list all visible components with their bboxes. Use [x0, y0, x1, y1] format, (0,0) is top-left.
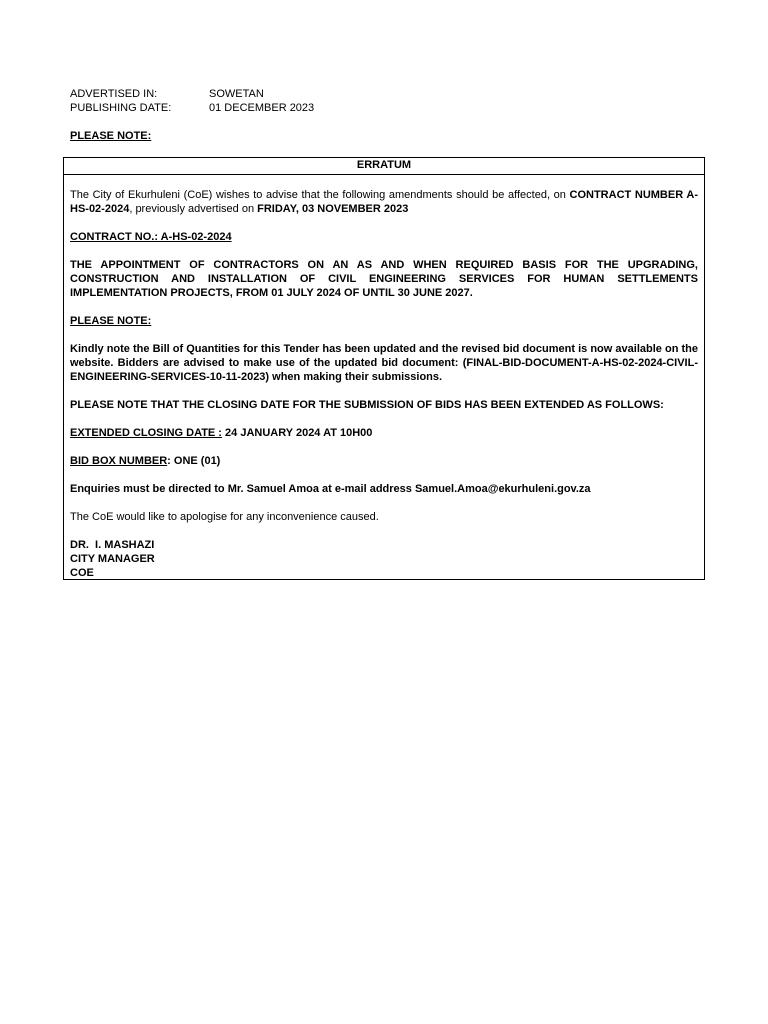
signatory-org: COE	[70, 567, 94, 579]
signatory-name: DR. I. MASHAZI	[70, 539, 155, 551]
closing-date-note: PLEASE NOTE THAT THE CLOSING DATE FOR THE SUBMISSION OF BIDS HAS BEEN EXTENDED AS FOLLOWS:	[70, 399, 664, 411]
intro-text: The City of Ekurhuleni (CoE) wishes to advise that the following amendments should be affected, on	[70, 189, 570, 201]
bid-box-value: : ONE (01)	[167, 455, 221, 467]
advertised-row	[70, 87, 314, 101]
advertised-label: ADVERTISED IN:	[70, 88, 158, 100]
advertised-value: SOWETAN	[209, 88, 264, 100]
intro-date: FRIDAY, 03 NOVEMBER 2023	[257, 203, 409, 215]
erratum-box	[63, 157, 705, 580]
signature-block	[70, 538, 698, 580]
bill-of-quantities-note: Kindly note the Bill of Quantities for this Tender has been updated and the revised bid document is now available on the website. Bidders are advised to make use of the updated bid document: (FINAL-BID-DOCUMENT-A-HS-02-2024-CIVIL-ENGINEERING-SERVICES-10-11-2023) when making their submissions.	[70, 343, 698, 383]
publishing-row	[70, 101, 314, 115]
publication-meta	[70, 87, 314, 115]
intro-contract: CONTRACT NUMBER A-HS-02-2024	[70, 189, 698, 215]
please-note-heading: PLEASE NOTE:	[70, 130, 152, 142]
appointment-description: THE APPOINTMENT OF CONTRACTORS ON AN AS AND WHEN REQUIRED BASIS FOR THE UPGRADING, CONSTRUCTION AND INSTALLATION OF CIVIL ENGINEERING SERVICES FOR HUMAN SETTLEMENTS IMPLEMENTATION PROJECTS, FROM 01 JULY 2024 OF UNTIL 30 JUNE 2027.	[70, 259, 698, 299]
erratum-body	[64, 175, 704, 580]
enquiries-note: Enquiries must be directed to Mr. Samuel Amoa at e-mail address Samuel.Amoa@ekurhuleni.gov.za	[70, 483, 591, 495]
extended-closing-label: EXTENDED CLOSING DATE :	[70, 427, 222, 439]
signatory-title: CITY MANAGER	[70, 553, 155, 565]
contract-number: CONTRACT NO.: A-HS-02-2024	[70, 231, 232, 243]
extended-closing-date	[70, 426, 698, 440]
erratum-title: ERRATUM	[64, 158, 704, 175]
bid-box-label: BID BOX NUMBER	[70, 455, 168, 467]
bid-box-number	[70, 454, 698, 468]
publishing-value: 01 DECEMBER 2023	[209, 102, 315, 114]
intro-paragraph	[70, 188, 698, 216]
publishing-label: PUBLISHING DATE:	[70, 102, 172, 114]
extended-closing-value: 24 JANUARY 2024 AT 10H00	[221, 427, 373, 439]
apology-note: The CoE would like to apologise for any inconvenience caused.	[70, 511, 379, 523]
intro-mid: , previously advertised on	[129, 203, 258, 215]
please-note-subheading: PLEASE NOTE:	[70, 315, 152, 327]
